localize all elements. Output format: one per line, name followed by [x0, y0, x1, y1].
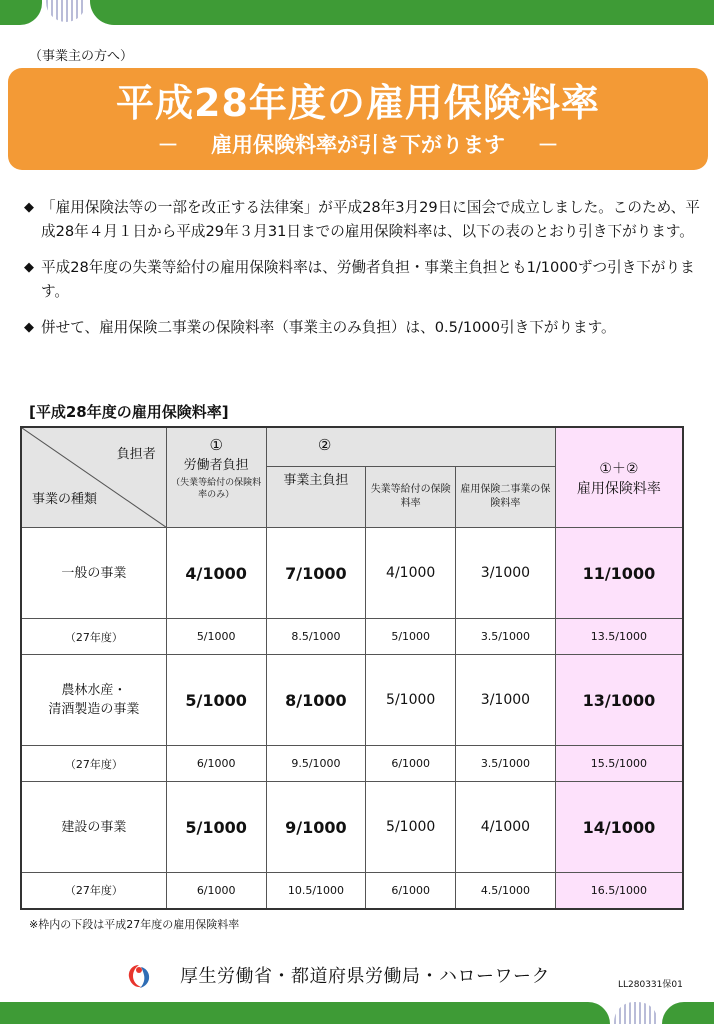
row-prev-label: （27年度） — [21, 619, 166, 655]
cell-unemployment: 4/1000 — [366, 528, 456, 619]
cell-prev-employer: 8.5/1000 — [266, 619, 366, 655]
subtitle-dash-right: － — [537, 133, 559, 157]
row-business-name — [21, 655, 166, 746]
cell-prev-unemployment: 6/1000 — [366, 873, 456, 909]
cell-total: 11/1000 — [555, 528, 683, 619]
bottom-stripe-decoration — [614, 1002, 658, 1024]
row-business-name: 一般の事業 — [21, 528, 166, 619]
footer-code: LL280331保01 — [618, 980, 683, 990]
table-row — [21, 528, 683, 619]
page-subtitle-line — [8, 132, 708, 158]
table-row-previous — [21, 746, 683, 782]
table-row — [21, 782, 683, 873]
table-row — [21, 655, 683, 746]
header-sum-number: ①＋② — [599, 460, 639, 477]
cell-employer: 8/1000 — [266, 655, 366, 746]
cell-prev-total: 16.5/1000 — [555, 873, 683, 909]
rate-table — [20, 426, 684, 910]
cell-prev-unemployment: 6/1000 — [366, 746, 456, 782]
cell-prev-unemployment: 5/1000 — [366, 619, 456, 655]
header-unemployment: 失業等給付の保険料率 — [366, 467, 456, 528]
bottom-band-left — [0, 1002, 610, 1024]
top-stripe-decoration — [46, 0, 86, 22]
bullet-item — [24, 256, 700, 304]
header-diagonal-cell — [21, 427, 166, 528]
footer-organization: 厚生労働省・都道府県労働局・ハローワーク — [180, 966, 550, 987]
bullet-text: 「雇用保険法等の一部を改正する法律案」が平成28年3月29日に国会で成立しました。このため、平成28年４月１日から平成29年３月31日までの雇用保険料率は、以下の表のとおり引き下がります。 — [41, 199, 700, 240]
cell-worker: 5/1000 — [166, 782, 266, 873]
cell-employer: 9/1000 — [266, 782, 366, 873]
cell-prev-two-projects: 4.5/1000 — [456, 873, 556, 909]
row-prev-label: （27年度） — [21, 873, 166, 909]
top-band-right — [90, 0, 714, 25]
header-worker — [166, 427, 266, 528]
table-row-previous — [21, 619, 683, 655]
cell-unemployment: 5/1000 — [366, 655, 456, 746]
header-sum-label: 雇用保険料率 — [576, 480, 661, 497]
subtitle-dash-left: － — [157, 133, 179, 157]
header-sum — [555, 427, 683, 528]
cell-total: 14/1000 — [555, 782, 683, 873]
table-note: ※枠内の下段は平成27年度の雇用保険料率 — [29, 918, 240, 931]
row-prev-label: （27年度） — [21, 746, 166, 782]
cell-prev-employer: 10.5/1000 — [266, 873, 366, 909]
header-payer: 負担者 — [116, 447, 156, 462]
header-employer — [266, 427, 555, 467]
page-title: 平成28年度の雇用保険料率 — [116, 81, 600, 125]
cell-prev-worker: 6/1000 — [166, 873, 266, 909]
page-subtitle: 雇用保険料率が引き下がります — [211, 133, 505, 157]
header-employer-number: ② — [317, 436, 332, 454]
bullet-item — [24, 316, 700, 340]
cell-two-projects: 4/1000 — [456, 782, 556, 873]
cell-employer: 7/1000 — [266, 528, 366, 619]
bottom-band-right — [662, 1002, 714, 1024]
bullet-text: 平成28年度の失業等給付の雇用保険料率は、労働者負担・事業主負担とも1/1000ずつ引き下がります。 — [41, 259, 695, 300]
header-business-type: 事業の種類 — [32, 492, 98, 507]
audience-label: （事業主の方へ） — [29, 49, 134, 64]
header-two-projects: 雇用保険二事業の保険料率 — [456, 467, 556, 528]
cell-worker: 4/1000 — [166, 528, 266, 619]
bullet-item — [24, 196, 700, 244]
cell-prev-worker: 6/1000 — [166, 746, 266, 782]
row-business-name-line2: 清酒製造の事業 — [48, 702, 140, 717]
row-business-name: 建設の事業 — [21, 782, 166, 873]
diamond-bullet-icon: ◆ — [24, 200, 34, 215]
row-business-name-line1: 農林水産・ — [61, 683, 127, 698]
cell-prev-two-projects: 3.5/1000 — [456, 746, 556, 782]
bullet-list — [24, 196, 700, 352]
cell-prev-total: 15.5/1000 — [555, 746, 683, 782]
header-worker-label: 労働者負担 — [183, 458, 249, 473]
cell-two-projects: 3/1000 — [456, 528, 556, 619]
table-caption: [平成28年度の雇用保険料率] — [29, 403, 229, 421]
cell-prev-total: 13.5/1000 — [555, 619, 683, 655]
cell-prev-worker: 5/1000 — [166, 619, 266, 655]
header-worker-note: （失業等給付の保険料率のみ） — [171, 478, 262, 500]
cell-unemployment: 5/1000 — [366, 782, 456, 873]
title-banner — [8, 68, 708, 170]
cell-prev-two-projects: 3.5/1000 — [456, 619, 556, 655]
cell-prev-employer: 9.5/1000 — [266, 746, 366, 782]
mhlw-logo-icon — [124, 961, 154, 991]
header-employer-label-cell — [266, 467, 366, 528]
diamond-bullet-icon: ◆ — [24, 260, 34, 275]
header-worker-number: ① — [209, 436, 223, 454]
table-row-previous — [21, 873, 683, 909]
top-band-left — [0, 0, 42, 25]
cell-worker: 5/1000 — [166, 655, 266, 746]
cell-total: 13/1000 — [555, 655, 683, 746]
bullet-text: 併せて、雇用保険二事業の保険料率（事業主のみ負担）は、0.5/1000引き下がります。 — [41, 319, 616, 336]
cell-two-projects: 3/1000 — [456, 655, 556, 746]
diamond-bullet-icon: ◆ — [24, 320, 34, 335]
header-employer-label: 事業主負担 — [283, 473, 349, 488]
